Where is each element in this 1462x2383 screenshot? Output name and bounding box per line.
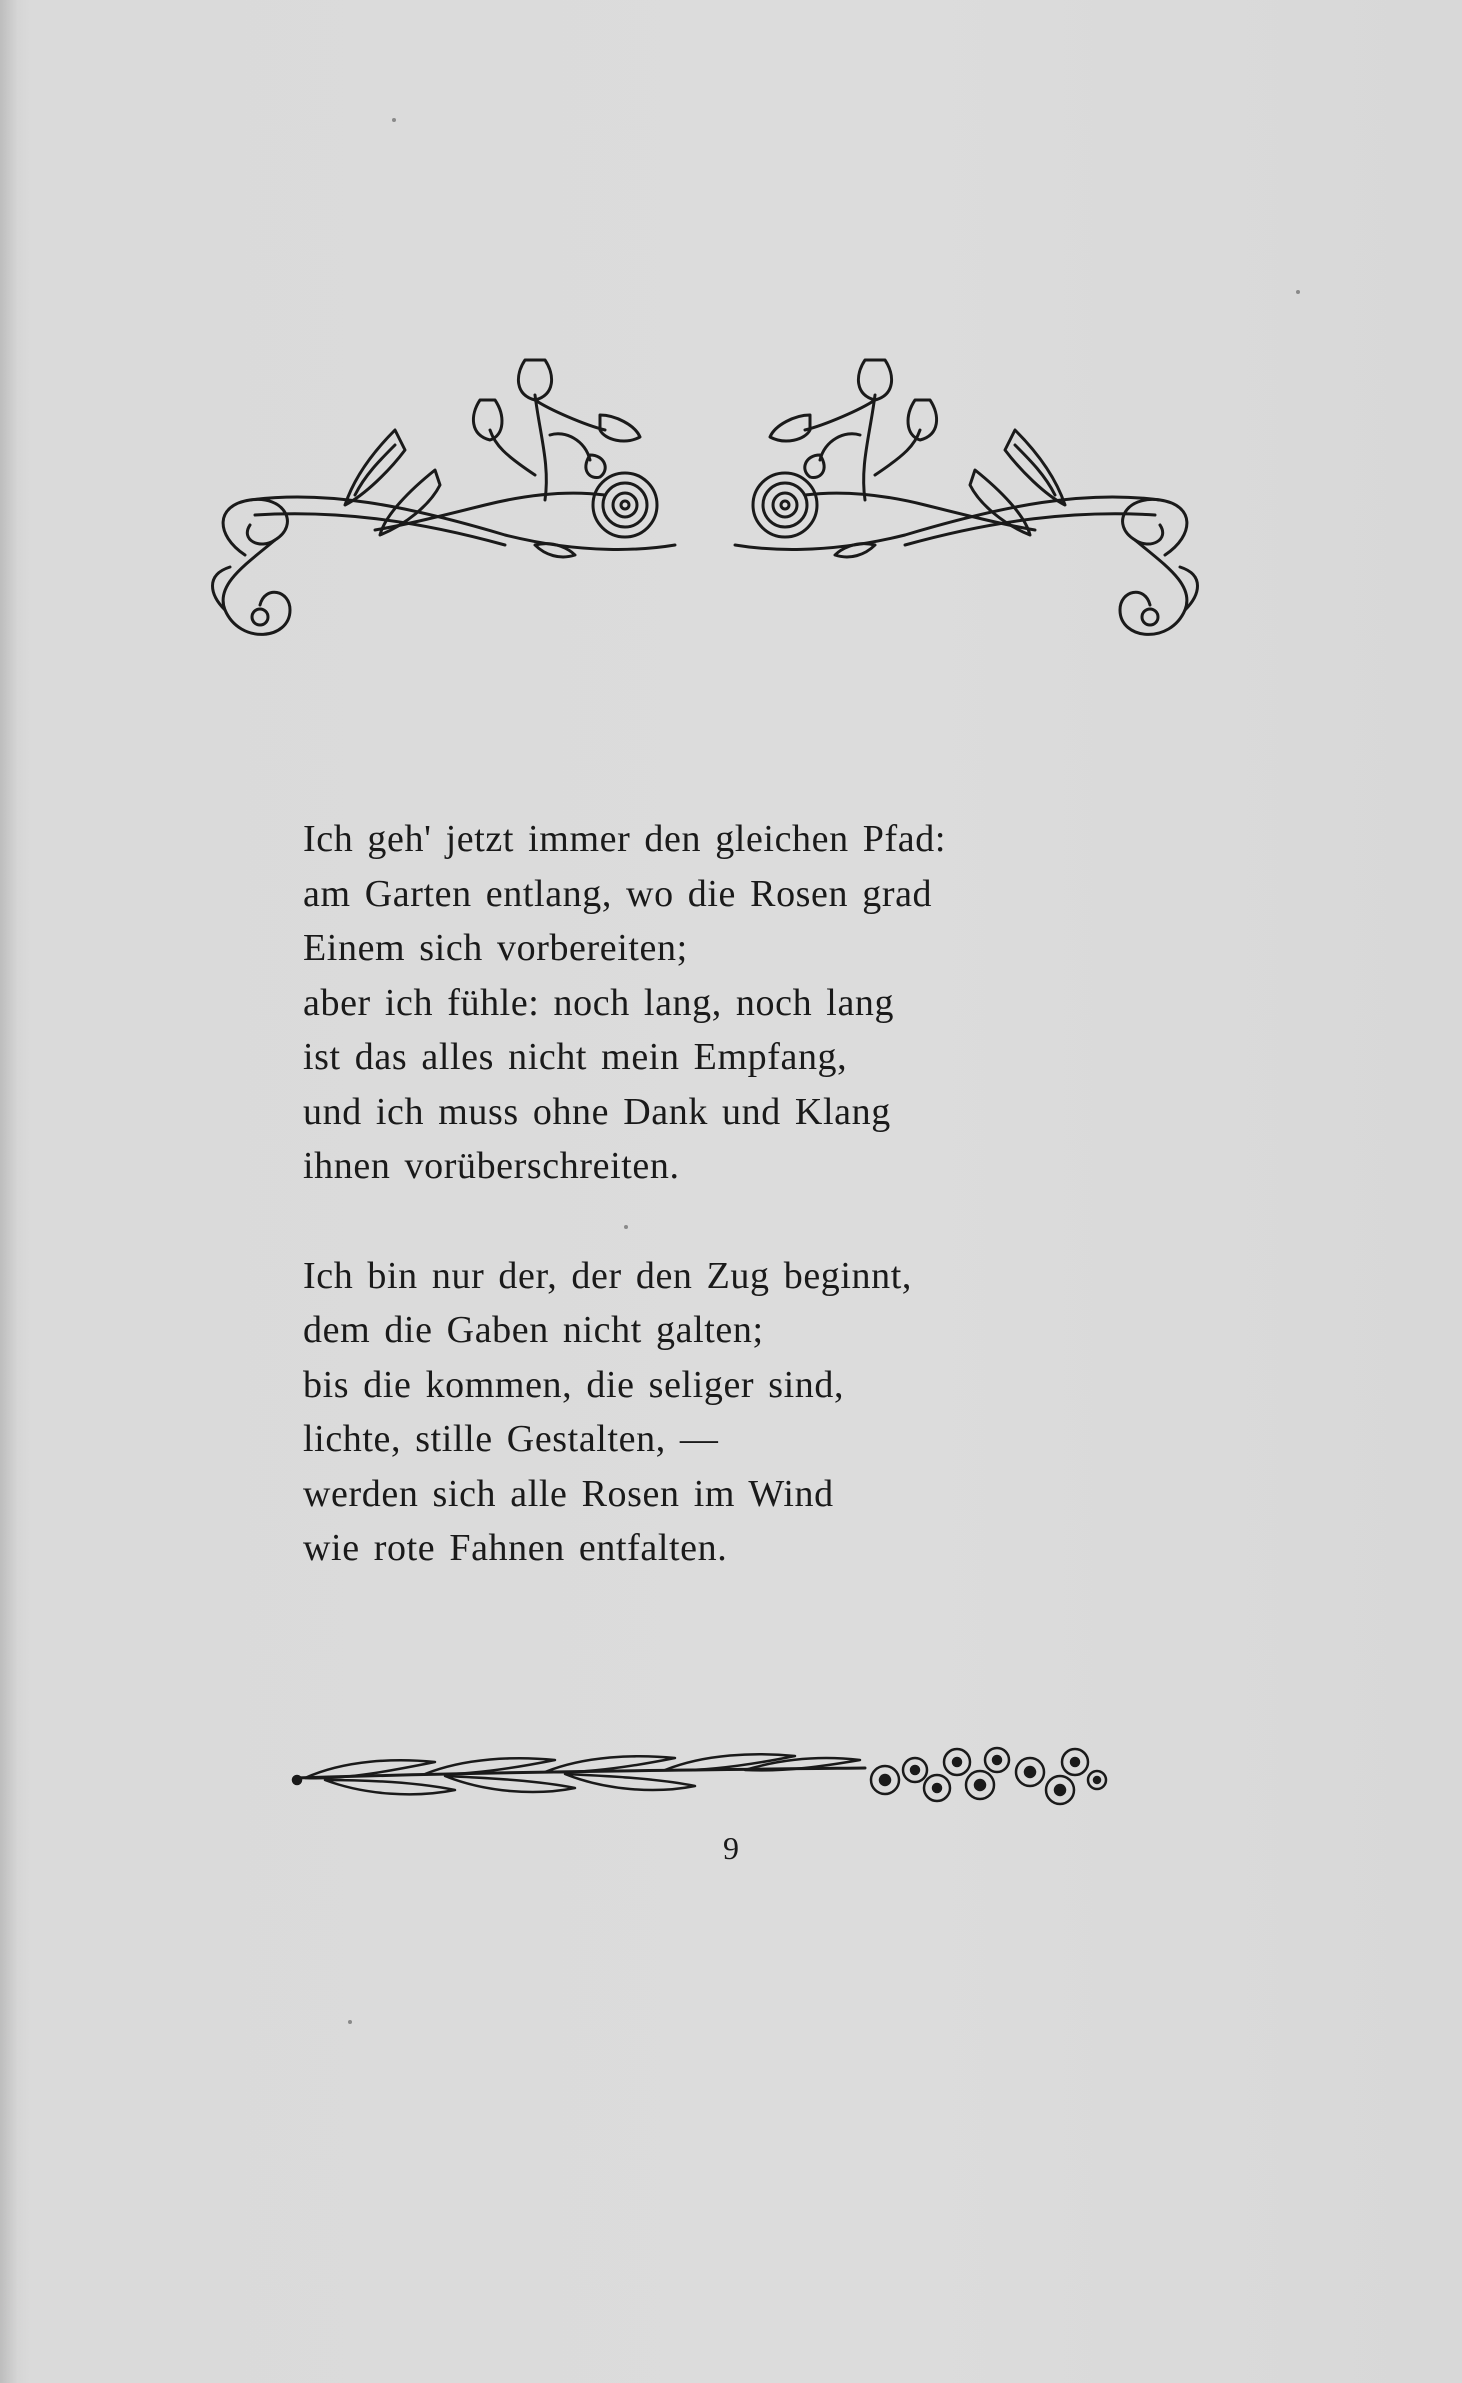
poem-line: und ich muss ohne Dank und Klang <box>303 1090 891 1133</box>
right-flower-group <box>753 360 1065 557</box>
paper-speck <box>624 1225 628 1229</box>
daisy-cluster <box>871 1748 1106 1804</box>
stanza-2 <box>303 1249 1203 1576</box>
poem-line: aber ich fühle: noch lang, noch lang <box>303 981 895 1024</box>
poem-line: Ich geh' jetzt immer den gleichen Pfad: <box>303 818 947 860</box>
poem-line: ihnen vorüberschreiten. <box>303 1145 680 1187</box>
stanza-1 <box>303 812 1203 1194</box>
poem-line: lichte, stille Gestalten, — <box>303 1418 719 1460</box>
paper-speck <box>1296 290 1300 294</box>
paper-speck <box>348 2020 352 2024</box>
leaf-and-flower-tailpiece-icon <box>285 1740 1110 1820</box>
poem-line: werden sich alle Rosen im Wind <box>303 1472 834 1515</box>
page-gutter <box>0 0 18 2383</box>
floral-headpiece-icon <box>205 355 1205 695</box>
poem-line: Einem sich vorbereiten; <box>303 927 688 969</box>
poem <box>303 812 1203 1576</box>
poem-line: dem die Gaben nicht galten; <box>303 1309 764 1351</box>
poem-line: bis die kommen, die seliger sind, <box>303 1363 845 1406</box>
poem-line: wie rote Fahnen entfalten. <box>303 1527 728 1569</box>
paper-speck <box>392 118 396 122</box>
poem-line: am Garten entlang, wo die Rosen grad <box>303 872 933 915</box>
poem-line: Ich bin nur der, der den Zug beginnt, <box>303 1254 913 1297</box>
left-flower-group <box>345 360 657 557</box>
page-number: 9 <box>723 1830 739 1866</box>
poem-line: ist das alles nicht mein Empfang, <box>303 1036 848 1078</box>
